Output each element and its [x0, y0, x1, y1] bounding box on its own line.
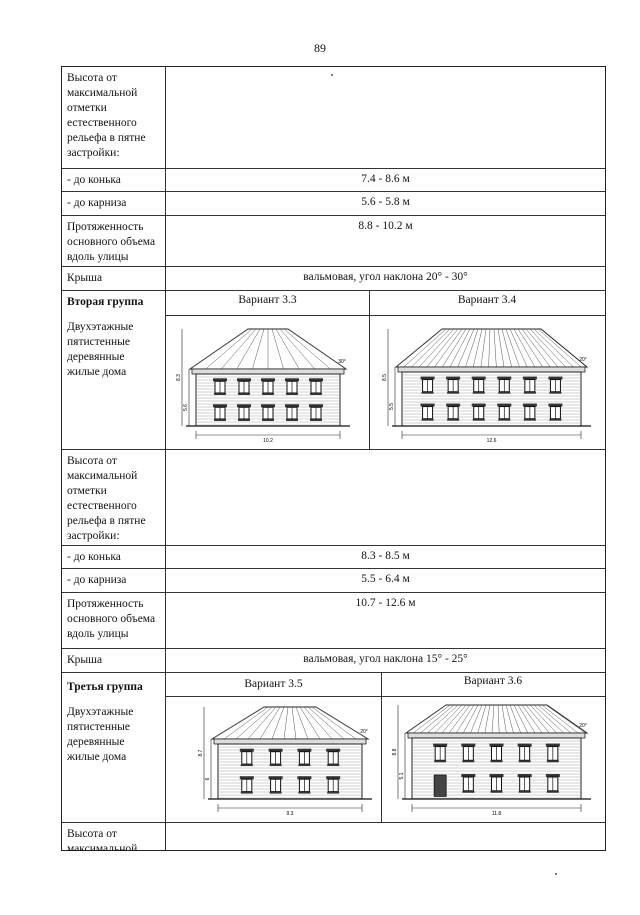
eave-dimension-label: 6 — [205, 777, 211, 781]
table-row — [62, 169, 605, 192]
eave-dimension-label: 5.5 — [389, 403, 395, 410]
table-row — [62, 673, 605, 823]
width-dimension-label: 10.2 — [263, 438, 273, 444]
length-label: Протяженность основного объема вдоль улицы — [62, 593, 166, 648]
width-dimension-label: 11.8 — [491, 811, 502, 817]
facade-drawing-3-3 — [174, 321, 354, 446]
ridge-height-label: - до конька — [62, 169, 166, 191]
ridge-height-value: 8.3 - 8.5 м — [361, 550, 410, 562]
group-description: Двухэтажные пятистенные деревянные жилые дома — [67, 321, 134, 378]
height-label: Высота от максимальной отметки естественного рельефа в пятне застройки: — [62, 67, 166, 168]
table-row — [62, 291, 605, 450]
height-label: Высота от максимальной отметки естественного рельефа в пятне застройки: — [62, 450, 166, 545]
length-value: 10.7 - 12.6 м — [355, 597, 416, 609]
variant-label: Вариант 3.6 — [463, 675, 523, 687]
eave-height-value: 5.6 - 5.8 м — [361, 196, 410, 208]
eave-dimension-label: 5.1 — [399, 772, 405, 780]
eave-height-label: - до карниза — [62, 192, 166, 215]
group-description: Двухэтажные пятистенные деревянные жилые дома — [67, 706, 134, 763]
eave-height-label: - до карниза — [62, 569, 166, 592]
variant-label: Вариант 3.3 — [238, 294, 297, 306]
roof-label: Крыша — [62, 649, 166, 672]
facade-drawing-3-5 — [196, 699, 376, 819]
table-row — [62, 216, 605, 267]
eave-height-value: 5.5 - 6.4 м — [361, 573, 410, 585]
facade-svg — [196, 699, 376, 819]
table-row — [62, 450, 605, 546]
ridge-height-value: 7.4 - 8.6 м — [361, 173, 410, 185]
facade-drawing-3-4 — [380, 321, 595, 446]
table-row — [62, 267, 605, 291]
roof-angle-label: 20° — [579, 357, 587, 363]
variant-label: Вариант 3.4 — [457, 294, 517, 306]
length-value: 8.8 - 10.2 м — [358, 220, 413, 232]
table-row — [62, 546, 605, 569]
ridge-dimension-label: 8.5 — [382, 374, 388, 381]
roof-angle-label: 20° — [360, 729, 368, 735]
ridge-dimension-label: 8.3 — [176, 374, 182, 381]
group-title: Третья группа — [67, 681, 143, 693]
roof-angle-label: 20° — [579, 723, 587, 729]
table-row — [62, 67, 605, 169]
variant-label: Вариант 3.5 — [244, 678, 303, 690]
table-row — [62, 569, 605, 593]
facade-svg — [380, 321, 595, 446]
building-parameters-table — [61, 66, 606, 851]
roof-value: вальмовая, угол наклона 15° - 25° — [303, 653, 468, 665]
ridge-dimension-label: 8.8 — [392, 748, 398, 756]
ridge-height-label: - до конька — [62, 546, 166, 568]
width-dimension-label: 12.6 — [486, 438, 497, 444]
table-row — [62, 192, 605, 216]
height-label: Высота от максимальной — [62, 823, 166, 851]
table-row — [62, 649, 605, 673]
facade-svg — [390, 697, 595, 819]
eave-dimension-label: 5.6 — [183, 404, 189, 411]
length-label: Протяженность основного объема вдоль улицы — [62, 216, 166, 266]
roof-value: вальмовая, угол наклона 20° - 30° — [303, 271, 468, 283]
width-dimension-label: 9.3 — [286, 811, 294, 817]
facade-drawing-3-6 — [390, 697, 595, 819]
roof-angle-label: 30° — [338, 359, 346, 365]
roof-label: Крыша — [62, 267, 166, 290]
ridge-dimension-label: 8.7 — [198, 749, 204, 757]
page-number: 89 — [314, 41, 326, 55]
facade-svg — [174, 321, 354, 446]
table-row — [62, 593, 605, 649]
group-title: Вторая группа — [67, 296, 144, 308]
table-row — [62, 823, 605, 851]
